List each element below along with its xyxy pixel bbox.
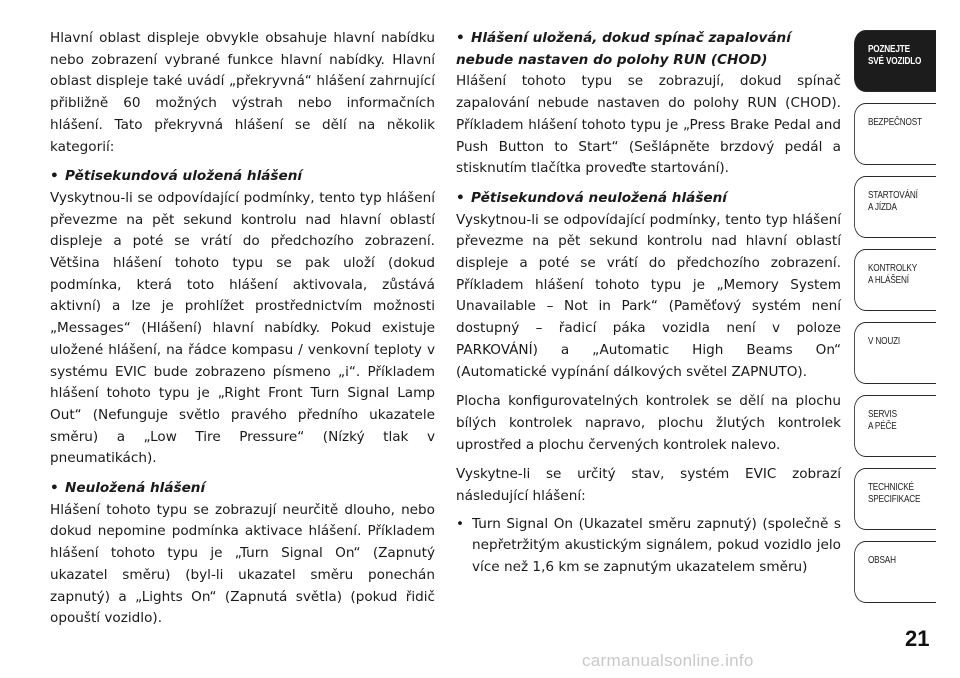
bullet: •	[456, 515, 465, 532]
tab-contents[interactable]: OBSAH	[854, 541, 936, 603]
watermark: carmanualsonline.info	[582, 651, 754, 670]
bullet: •	[456, 189, 465, 206]
list-item-text: Turn Signal On (Ukazatel směru zapnutý) (společně s nepřetržitým akustickým signálem, pokud vozidlo jelo více než 1,6 km se zapnutým ukazatelem směru)	[472, 515, 841, 576]
five-second-stored-paragraph: Vyskytnou-li se odpovídající podmínky, tento typ hlášení převezme na pět sekund kontrolu nad hlavní oblastí displeje a poté se vrátí do předchozího zobrazení. Většina hlášení tohoto typu se pak uloží (dokud podmínka, která toto hlášení aktivovala, zůstává aktivní) a lze je prohlížet prostřednictvím možnosti „Messages“ (Hlášení) hlavní nabídky. Pokud existuje uložené hlášení, na řádce kompasu / venkovní teploty v systému EVIC bude zobrazeno písmeno „i“. Příkladem hlášení tohoto typu je „Right Front Turn Signal Lamp Out“ (Nefunguje světlo pravého předního ukazatele směru) a „Low Tire Pressure“ (Nízký tlak v pneumatikách).	[50, 189, 435, 467]
tab-warning-lights[interactable]: KONTROLKY A HLÁŠENÍ	[854, 249, 936, 311]
right-column	[456, 28, 841, 579]
intro-paragraph: Hlavní oblast displeje obvykle obsahuje hlavní nabídku nebo zobrazení vybrané funkce hlavní nabídky. Hlavní oblast displeje také uvádí „překryvná“ hlášení zahrnující přibližně 60 možných výstrah nebo informačních hlášení. Tato překryvná hlášení se dělí na několik kategorií:	[50, 30, 435, 155]
list-item	[456, 514, 841, 579]
section-heading-stored-until-run: • Hlášení uložená, dokud spínač zapalování nebude nastaven do polohy RUN (CHOD)	[456, 30, 791, 68]
section-heading-five-second-stored: • Pětisekundová uložená hlášení	[50, 166, 435, 188]
page-number: 21	[905, 626, 930, 651]
evic-paragraph: Vyskytne-li se určitý stav, systém EVIC zobrazí následující hlášení:	[456, 466, 841, 505]
stored-until-run-paragraph: Hlášení tohoto typu se zobrazují, dokud spínač zapalování nebude nastaven do polohy RUN (CHOD). Příkladem hlášení tohoto typu je „Press Brake Pedal and Push Button to Start“ (Sešlápněte brzdový pedál a stisknutím tlačítka proveďte startování).	[456, 73, 841, 177]
bullet: •	[456, 30, 465, 46]
unstored-paragraph: Hlášení tohoto typu se zobrazují neurčitě dlouho, nebo dokud nepomine podmínka aktivace hlášení. Příkladem hlášení tohoto typu je „Turn Signal On“ (Zapnutý ukazatel směru) (byl-li ukazatel směru ponechán zapnutý) a „Lights On“ (Zapnutá světla) (pokud řidič opouští vozidlo).	[50, 501, 435, 627]
tab-safety[interactable]: BEZPEČNOST	[854, 103, 936, 165]
left-column	[50, 28, 435, 638]
section-heading-unstored: • Neuložená hlášení	[50, 478, 435, 500]
tab-technical-specifications[interactable]: TECHNICKÉ SPECIFIKACE	[854, 468, 936, 530]
indicators-paragraph: Plocha konfigurovatelných kontrolek se dělí na plochu bílých kontrolek napravo, plochu žlutých kontrolek uprostřed a plochu červených kontrolek nalevo.	[456, 393, 841, 453]
tab-service-and-care[interactable]: SERVIS A PÉČE	[854, 395, 936, 457]
bullet: •	[50, 168, 59, 185]
tab-know-your-vehicle[interactable]: POZNEJTE SVÉ VOZIDLO	[854, 30, 936, 92]
section-heading-five-second-unstored: • Pětisekundová neuložená hlášení	[456, 188, 841, 210]
bullet: •	[50, 480, 59, 497]
tab-emergency[interactable]: V NOUZI	[854, 322, 936, 384]
section-tabs	[854, 30, 954, 614]
five-second-unstored-paragraph: Vyskytnou-li se odpovídající podmínky, tento typ hlášení převezme na pět sekund kontrolu nad hlavní oblastí displeje a poté se vrátí do předchozího zobrazení. Příkladem hlášení tohoto typu je „Memory System Unavailable – Not in Park“ (Paměťový systém není dostupný – řadicí páka vozidla není v poloze PARKOVÁNÍ) a „Automatic High Beams On“ (Automatické vypínání dálkových světel ZAPNUTO).	[456, 211, 841, 380]
tab-starting-and-driving[interactable]: STARTOVÁNÍ A JÍZDA	[854, 176, 936, 238]
